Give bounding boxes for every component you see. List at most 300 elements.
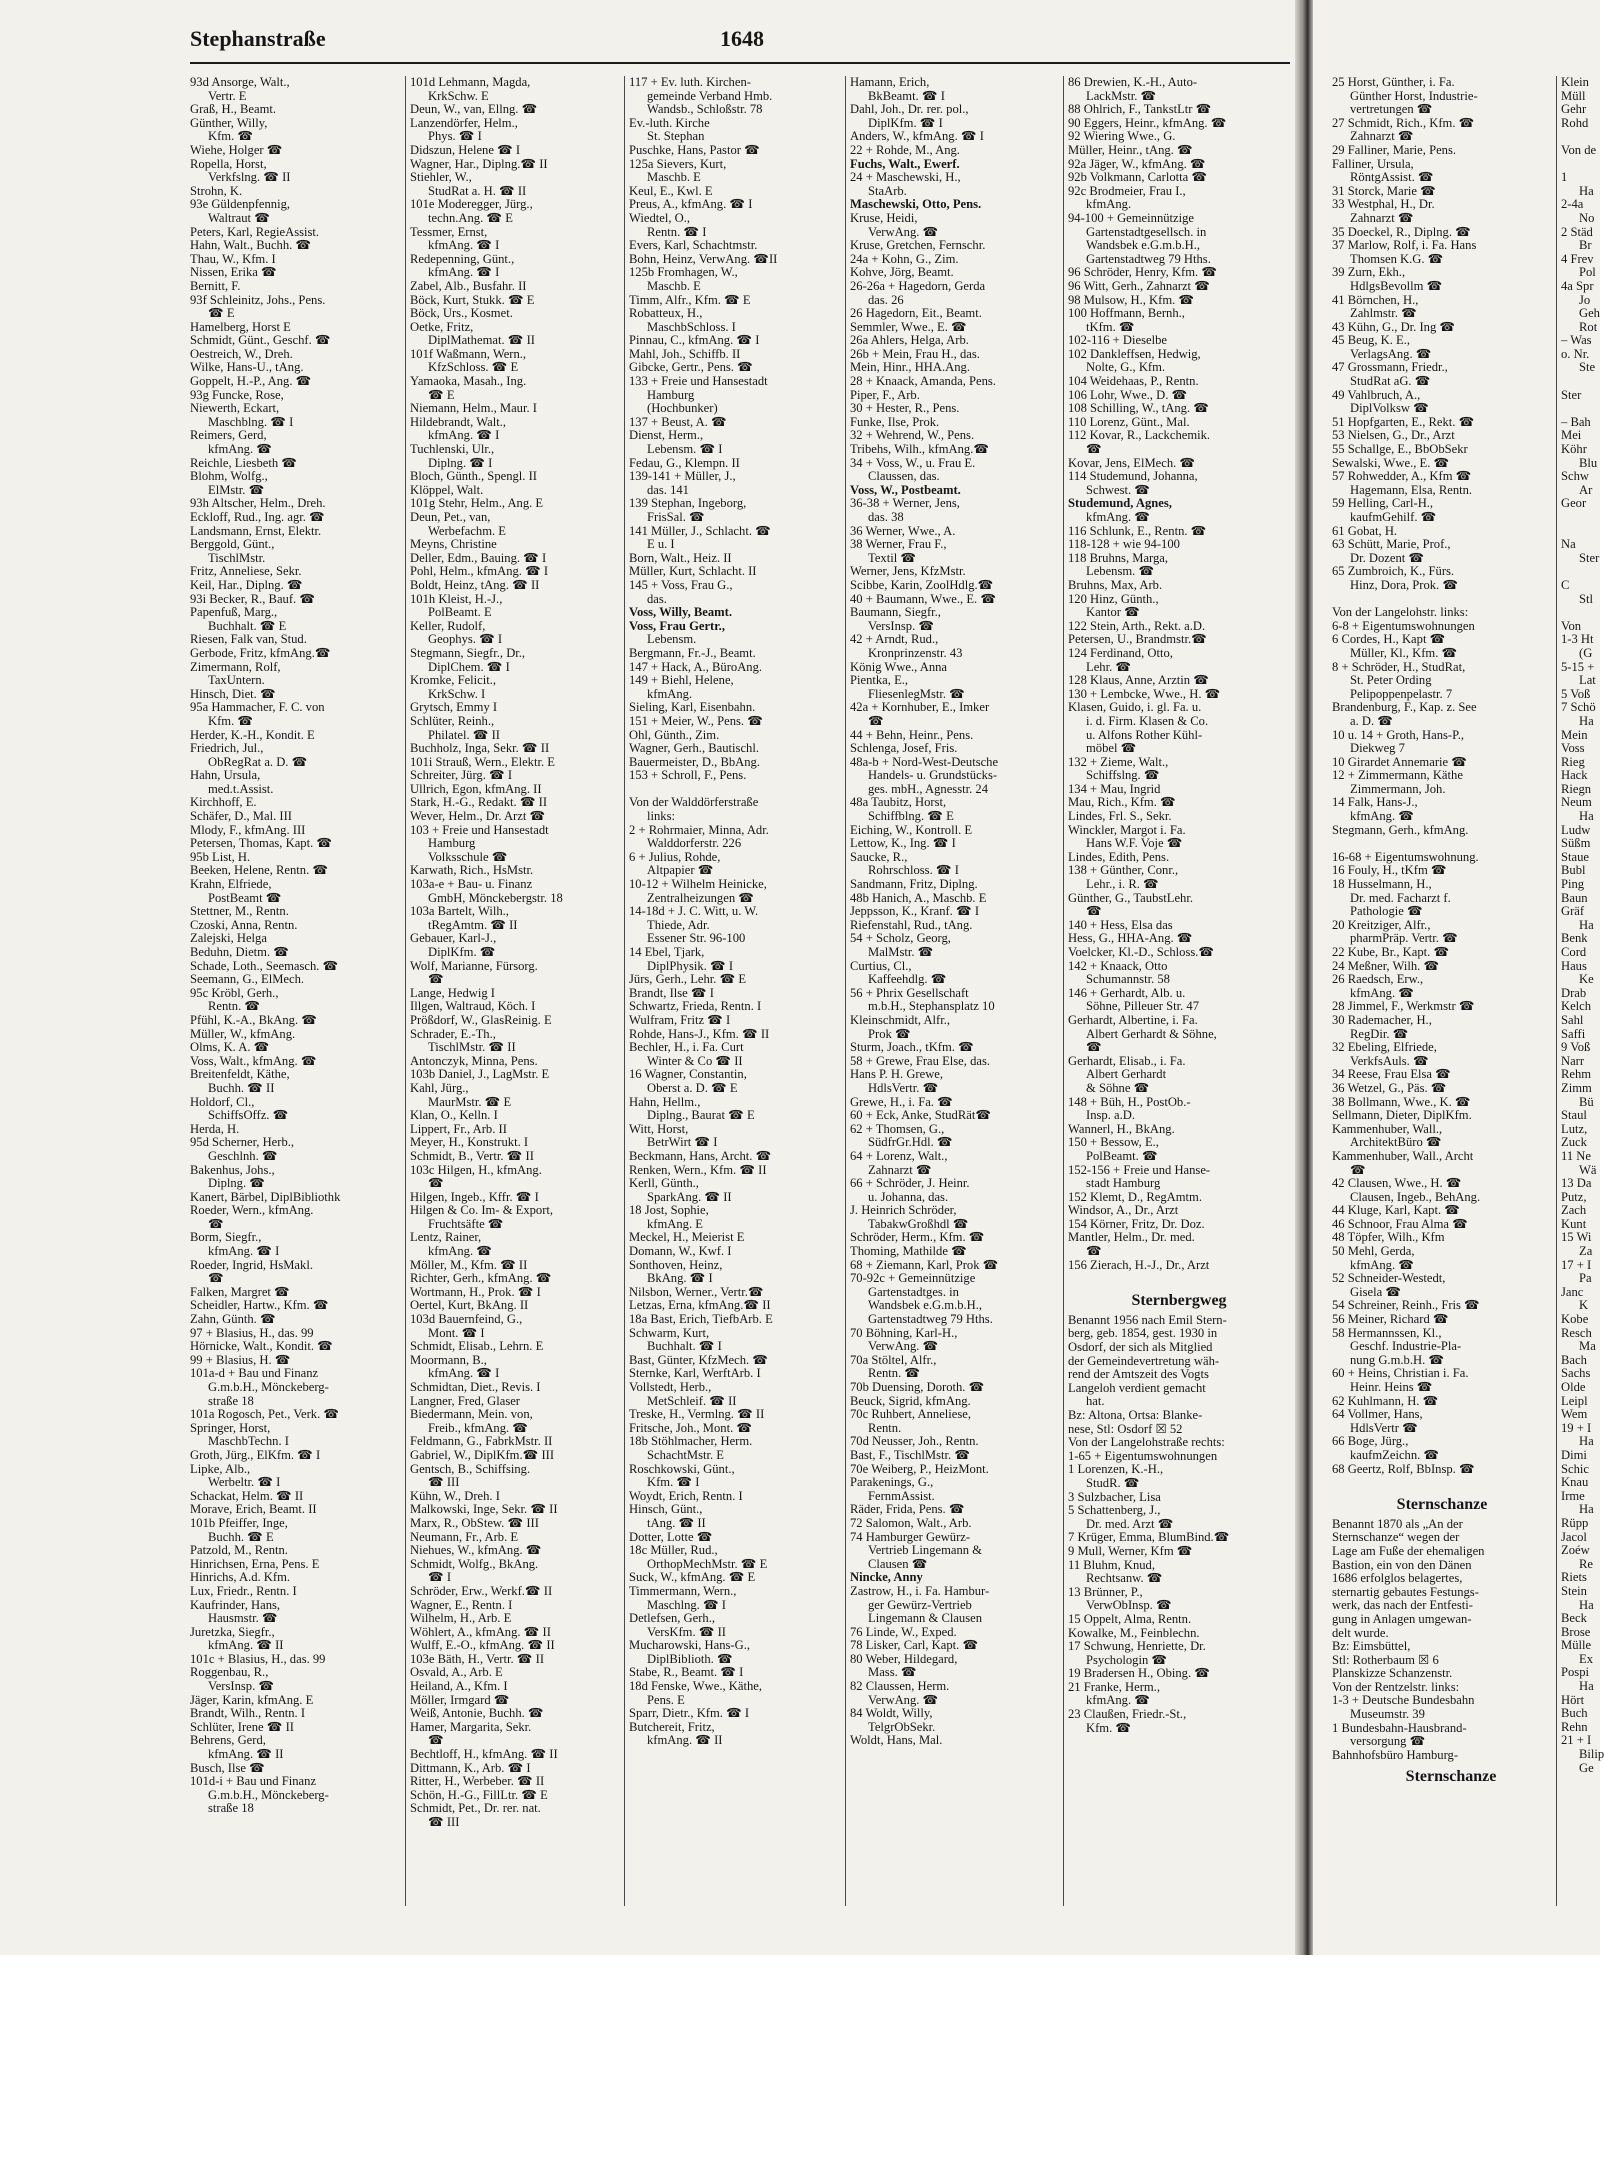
directory-line: das.	[647, 591, 667, 606]
directory-line: Süßm	[1561, 836, 1591, 851]
directory-line: 25 Horst, Günther, i. Fa.	[1332, 75, 1455, 89]
directory-line: 17 + I	[1561, 1257, 1592, 1272]
directory-line: 142 + Knaack, Otto	[1068, 958, 1168, 973]
directory-line: Bach	[1561, 1352, 1587, 1367]
directory-line: 19 Bradersen H., Obing. ☎	[1068, 1666, 1210, 1681]
directory-line: Kruse, Gretchen, Fernschr.	[850, 238, 986, 253]
directory-line	[629, 783, 841, 797]
street-heading: Sternbergweg	[1131, 1291, 1227, 1309]
directory-line: 26-26a + Hagedorn, Gerda	[850, 278, 986, 293]
directory-line: 128 Klaus, Anne, Arztin ☎	[1068, 673, 1209, 688]
directory-line: kfmAng. ☎	[1350, 985, 1414, 1000]
directory-line: 27 Schmidt, Rich., Kfm. ☎	[1332, 115, 1475, 130]
directory-line: MaurMstr. ☎ E	[428, 1094, 512, 1109]
directory-line: Jäger, Karin, kfmAng. E	[190, 1692, 314, 1707]
directory-line: 1 Lorenzen, K.-H.,	[1068, 1462, 1164, 1477]
directory-line: Lippert, Fr., Arb. II	[410, 1121, 507, 1136]
directory-line: Lebensm. ☎ I	[647, 442, 723, 457]
directory-line: Lingemann & Clausen	[868, 1611, 983, 1626]
directory-line: 125b Fromhagen, W.,	[629, 265, 738, 280]
directory-line: TaxUntern.	[208, 673, 265, 688]
directory-line: m.b.H., Stephansplatz 10	[868, 999, 995, 1014]
directory-line: nese, Stl: Osdorf ☒ 52	[1068, 1421, 1183, 1436]
directory-line: Schlenga, Josef, Fris.	[850, 741, 958, 756]
directory-line: kfmAng. ☎	[428, 1244, 492, 1259]
directory-line: VerwAng. ☎	[868, 224, 939, 239]
directory-line: 48a Taubitz, Horst,	[850, 795, 947, 810]
directory-line: Beck	[1561, 1611, 1587, 1626]
directory-line: Piper, F., Arb.	[850, 387, 920, 402]
directory-line: 68 + Ziemann, Karl, Prok ☎	[850, 1257, 999, 1272]
directory-line: Gisela ☎	[1350, 1284, 1402, 1299]
directory-line: Kowalke, M., Feinblechn.	[1068, 1625, 1200, 1640]
directory-line: 132 + Zieme, Walt.,	[1068, 754, 1169, 769]
column-rule	[845, 76, 846, 1906]
directory-line: Wannerl, H., BkAng.	[1068, 1121, 1175, 1136]
directory-line: 149 + Biehl, Helene,	[629, 673, 734, 688]
directory-line: ☎ III	[428, 1475, 460, 1490]
directory-line: Schreiter, Jürg. ☎ I	[410, 768, 513, 783]
directory-line: Zach	[1561, 1203, 1587, 1218]
directory-line: Buchhalt. ☎ E	[208, 618, 287, 633]
directory-line: Lat	[1579, 673, 1596, 688]
directory-line: Zastrow, H., i. Fa. Hambur-	[850, 1583, 990, 1598]
directory-line: Juretzka, Siegfr.,	[190, 1624, 275, 1639]
directory-line: Von de	[1561, 142, 1597, 157]
directory-line: 141 Müller, J., Schlacht. ☎	[629, 523, 771, 538]
directory-line: Ster	[1579, 550, 1600, 565]
directory-line: 44 + Behn, Heinr., Pens.	[850, 727, 974, 742]
directory-line: 50 Mehl, Gerda,	[1332, 1244, 1415, 1259]
directory-line: 61 Gobat, H.	[1332, 523, 1398, 538]
directory-line: 59 Helling, Carl-H.,	[1332, 496, 1434, 511]
directory-line: Buchhalt. ☎ I	[647, 1339, 722, 1354]
directory-line: kfmAng. ☎	[1086, 1693, 1150, 1708]
directory-line: 16 Fouly, H., tKfm ☎	[1332, 863, 1447, 878]
directory-line: links:	[647, 809, 675, 824]
directory-line: 62 Kuhlmann, H. ☎	[1332, 1393, 1439, 1408]
directory-line: Schmidt, Pet., Dr. rer. nat.	[410, 1801, 541, 1816]
directory-line: Kammenhuber, Wall., Archt	[1332, 1148, 1474, 1163]
directory-line: 93e Güldenpfennig,	[190, 197, 291, 212]
directory-line: Wilhelm, H., Arb. E	[410, 1611, 512, 1626]
directory-line: & Söhne ☎	[1086, 1080, 1150, 1095]
directory-line: 103b Daniel, J., LagMstr. E	[410, 1067, 550, 1082]
directory-line: Buch	[1561, 1706, 1588, 1721]
directory-line: Yamaoka, Masah., Ing.	[410, 374, 527, 389]
directory-line: 30 + Hester, R., Pens.	[850, 401, 960, 416]
directory-line: Kaffeehdlg. ☎	[868, 972, 947, 987]
directory-line: Geschlnh. ☎	[208, 1148, 278, 1163]
directory-line: 108 Schilling, W., tAng. ☎	[1068, 401, 1209, 416]
directory-line: Vertrieb Lingemann &	[868, 1543, 983, 1558]
directory-line: Bruhns, Max, Arb.	[1068, 577, 1163, 592]
directory-line: 40 + Baumann, Wwe., E. ☎	[850, 591, 997, 606]
directory-line: Ke	[1579, 972, 1594, 987]
directory-line: Curtius, Cl.,	[850, 958, 912, 973]
directory-line: 41 Börnchen, H.,	[1332, 292, 1419, 307]
directory-line: u. Johanna, das.	[868, 1189, 949, 1204]
directory-line: ☎	[1086, 1040, 1102, 1055]
directory-line: 1-65 + Eigentumswohnungen	[1068, 1448, 1218, 1463]
directory-line: sternartig gebautes Festungs-	[1332, 1584, 1479, 1599]
directory-line: Müller, Heinr., tAng. ☎	[1068, 142, 1193, 157]
directory-line: Berggold, Günt.,	[190, 537, 275, 552]
directory-line: Thau, W., Kfm. I	[190, 251, 276, 266]
directory-line: 104 Weidehaas, P., Rentn.	[1068, 374, 1199, 389]
directory-line: Br	[1579, 238, 1592, 253]
directory-line: Kfm. ☎	[208, 713, 254, 728]
directory-line: MetSchleif. ☎ II	[647, 1393, 737, 1408]
directory-line: Zimmermann, Joh.	[1350, 781, 1446, 796]
directory-line: Klöppel, Walt.	[410, 482, 484, 497]
directory-line: Hagemann, Elsa, Rentn.	[1350, 482, 1473, 497]
directory-line: Herda, H.	[190, 1121, 240, 1136]
directory-line: 22 Kube, Br., Kapt. ☎	[1332, 945, 1450, 959]
directory-line: Gartenstadtges. in	[868, 1284, 959, 1299]
directory-line: PolBeamt. ☎	[1086, 1148, 1158, 1163]
directory-line: Weiß, Antonie, Buchh. ☎	[410, 1706, 544, 1721]
directory-line: Gartenstadtweg 79 Hths.	[1086, 251, 1211, 266]
directory-line: 1686 erfolglos belagertes,	[1332, 1571, 1463, 1586]
directory-line: 101a Rogosch, Pet., Verk. ☎	[190, 1407, 340, 1422]
directory-line: Ropella, Horst,	[190, 156, 267, 171]
directory-line: Ping	[1561, 877, 1585, 892]
directory-line: Gebauer, Karl-J.,	[410, 931, 497, 946]
directory-line: 47 Grossmann, Friedr.,	[1332, 360, 1448, 375]
directory-line: Cord	[1561, 945, 1587, 959]
directory-line: Thoming, Mathilde ☎	[850, 1244, 967, 1259]
directory-line: Hinz, Dora, Prok. ☎	[1350, 577, 1459, 592]
directory-line: stadt Hamburg	[1086, 1176, 1161, 1191]
directory-line: tAng. ☎ II	[647, 1515, 706, 1530]
directory-line: techn.Ang. ☎ E	[428, 210, 513, 225]
directory-line: Voss, Walt., kfmAng. ☎	[190, 1053, 317, 1068]
directory-line: TabakwGroßhdl ☎	[868, 1216, 969, 1231]
directory-line: Rechtsanw. ☎	[1086, 1571, 1163, 1586]
directory-line	[1332, 1476, 1552, 1490]
directory-line: Papenfuß, Marg.,	[190, 605, 278, 620]
directory-line: 101d Lehmann, Magda,	[410, 75, 531, 89]
directory-line: BkBeamt. ☎ I	[868, 88, 945, 103]
directory-line: Werner, Jens, KfzMstr.	[850, 564, 966, 579]
directory-line: 139-141 + Müller, J.,	[629, 469, 736, 484]
directory-line: Hamelberg, Horst E	[190, 319, 291, 334]
column-rule	[405, 76, 406, 1906]
directory-line: Bergmann, Fr.-J., Beamt.	[629, 645, 756, 660]
directory-line: Tuchlenski, Ulr.,	[410, 442, 495, 457]
directory-line: Lage am Fuße der ehemaligen	[1332, 1543, 1485, 1558]
directory-line: Wagner, E., Rentn. I	[410, 1597, 513, 1612]
directory-line: 138 + Günther, Conr.,	[1068, 863, 1179, 878]
directory-line: Schröder, Herm., Kfm. ☎	[850, 1230, 985, 1245]
directory-line: Zimermann, Rolf,	[190, 659, 281, 674]
directory-line: u. Alfons Rother Kühl-	[1086, 727, 1203, 742]
directory-line	[1561, 402, 1600, 416]
directory-line: Fruchtsäfte ☎	[428, 1216, 504, 1231]
directory-line: 101h Kleist, H.-J.,	[410, 591, 503, 606]
directory-line: 153 + Schroll, F., Pens.	[629, 768, 747, 783]
directory-line: Buchholz, Inga, Sekr. ☎ II	[410, 741, 550, 756]
directory-line: Benannt 1870 als „An der	[1332, 1516, 1463, 1531]
directory-line: 36 Wetzel, G., Päs. ☎	[1332, 1080, 1447, 1095]
directory-line: Wä	[1579, 1162, 1597, 1177]
directory-line: 96 Witt, Gerh., Zahnarzt ☎	[1068, 278, 1210, 293]
directory-line: Schade, Loth., Seemasch. ☎	[190, 958, 339, 973]
directory-line: Strohn, K.	[190, 183, 243, 198]
directory-line: KfzSchloss. ☎ E	[428, 360, 519, 375]
directory-line: Geschf. Industrie-Pla-	[1350, 1339, 1462, 1354]
directory-line: ☎	[868, 713, 884, 728]
directory-line: Albert Gerhardt	[1086, 1067, 1167, 1082]
directory-line: Irme	[1561, 1488, 1585, 1503]
directory-line: Bz: Eimsbüttel,	[1332, 1639, 1411, 1654]
directory-line: SchiffsOffz. ☎	[208, 1108, 289, 1123]
directory-line: Hinsch, Günt.,	[629, 1502, 703, 1517]
directory-line: 42 + Arndt, Rud.,	[850, 632, 939, 647]
directory-line: – Was	[1561, 333, 1592, 348]
directory-line: PolBeamt. E	[428, 605, 492, 620]
directory-line: Hans P. H. Grewe,	[850, 1067, 944, 1082]
directory-line: Stabe, R., Beamt. ☎ I	[629, 1665, 744, 1680]
directory-line: Maschewski, Otto, Pens.	[850, 197, 982, 212]
directory-line: K	[1579, 1298, 1589, 1313]
directory-line: Stein	[1561, 1583, 1587, 1598]
directory-line: 1-3 + Deutsche Bundesbahn	[1332, 1693, 1475, 1708]
directory-line: 21 + I	[1561, 1733, 1592, 1748]
directory-line: kfmAng. ☎ I	[428, 265, 500, 280]
directory-line: Mlody, F., kfmAng. III	[190, 822, 306, 837]
directory-line: Nilsbon, Werner., Vertr.☎	[629, 1284, 764, 1299]
directory-line: Schiffblng. ☎ E	[868, 809, 954, 824]
directory-line: 52 Schneider-Westedt,	[1332, 1271, 1446, 1286]
directory-line: 55 Schallge, E., BbObSekr	[1332, 442, 1468, 457]
directory-line: 13 Da	[1561, 1176, 1592, 1191]
directory-line: 120 Hinz, Günth.,	[1068, 591, 1159, 606]
directory-line: Fritz, Anneliese, Sekr.	[190, 564, 302, 579]
directory-line: St. Peter Ording	[1350, 673, 1432, 688]
directory-line: 12 + Zimmermann, Käthe	[1332, 768, 1463, 783]
directory-line: Jo	[1579, 292, 1591, 307]
directory-line: Ha	[1579, 713, 1594, 728]
directory-line: Drab	[1561, 985, 1587, 1000]
directory-line: Born, Walt., Heiz. II	[629, 550, 732, 565]
directory-line: ☎ I	[428, 1570, 452, 1585]
directory-line: J. Heinrich Schröder,	[850, 1203, 957, 1218]
directory-line: Kerll, Günth.,	[629, 1176, 699, 1191]
directory-line: 19 + I	[1561, 1420, 1592, 1435]
directory-line: Museumstr. 39	[1350, 1707, 1425, 1722]
directory-line: 18 Jost, Sophie,	[629, 1203, 709, 1218]
directory-line: Detlefsen, Gerh.,	[629, 1611, 716, 1626]
directory-line: Tribehs, Wilh., kfmAng.☎	[850, 442, 990, 457]
directory-line: 16-68 + Eigentumswohnung.	[1332, 849, 1479, 864]
directory-line: Hamann, Erich,	[850, 75, 930, 89]
directory-line: 32 + Wehrend, W., Pens.	[850, 428, 975, 443]
directory-line: gung in Anlagen umgewan-	[1332, 1611, 1472, 1626]
directory-line: 1 Bundesbahn-Hausbrand-	[1332, 1720, 1467, 1735]
directory-line: Sewalski, Wwe., E. ☎	[1332, 455, 1450, 470]
directory-line: 101a-d + Bau und Finanz	[190, 1366, 319, 1381]
directory-line: VerlagsAng. ☎	[1350, 346, 1432, 361]
directory-line: 84 Woldt, Willy,	[850, 1706, 933, 1721]
directory-line: 102-116 + Dieselbe	[1068, 333, 1167, 348]
directory-line: Wiedtel, O.,	[629, 210, 691, 225]
directory-line: Seemann, G., ElMech.	[190, 972, 305, 987]
directory-line: Mucharowski, Hans-G.,	[629, 1638, 751, 1653]
directory-line: Saucke, R.,	[850, 849, 908, 864]
directory-line: Lehr. ☎	[1086, 659, 1132, 674]
directory-line: Goppelt, H.-P., Ang. ☎	[190, 374, 312, 389]
directory-line: 133 + Freie und Hansestadt	[629, 374, 768, 389]
directory-line: Preus, A., kfmAng. ☎ I	[629, 197, 753, 212]
directory-line: Na	[1561, 537, 1576, 552]
directory-line: Wilke, Hans-U., tAng.	[190, 360, 304, 375]
directory-line: Rot	[1579, 319, 1598, 334]
directory-line: Rehm	[1561, 1067, 1592, 1082]
directory-line: Pfühl, K.-A., BkAng. ☎	[190, 1012, 317, 1027]
directory-line: Essener Str. 96-100	[647, 931, 746, 946]
directory-line: Mahl, Joh., Schiffb. II	[629, 346, 741, 361]
directory-line: Dahl, Joh., Dr. rer. pol.,	[850, 102, 969, 117]
directory-line: 116 Schlunk, E., Rentn. ☎	[1068, 523, 1207, 538]
directory-line	[1332, 593, 1552, 607]
directory-line: 18b Stöhlmacher, Herm.	[629, 1434, 753, 1449]
directory-line: 101c + Blasius, H., das. 99	[190, 1651, 326, 1666]
directory-line: Kirchhoff, E.	[190, 795, 257, 810]
directory-line: Rentn. ☎	[208, 999, 261, 1014]
directory-line: 24a + Kohn, G., Zim.	[850, 251, 959, 266]
directory-line: BkAng. ☎ I	[647, 1271, 713, 1286]
directory-line: hat.	[1086, 1394, 1105, 1409]
directory-line: Zahnarzt ☎	[868, 1162, 932, 1177]
directory-line: Kühn, W., Dreh. I	[410, 1488, 500, 1503]
directory-line: Mantler, Helm., Dr. med.	[1068, 1230, 1195, 1245]
directory-line: Re	[1579, 1556, 1593, 1571]
directory-line: Dr. med. Arzt ☎	[1086, 1516, 1174, 1531]
directory-line: 66 Boge, Jürg.,	[1332, 1434, 1409, 1449]
directory-line: Pol	[1579, 265, 1596, 280]
directory-line: Oertel, Kurt, BkAng. II	[410, 1298, 529, 1313]
directory-line: ObRegRat a. D. ☎	[208, 754, 308, 769]
directory-line: Peters, Karl, RegieAssist.	[190, 224, 320, 239]
directory-line: Wiehe, Holger ☎	[190, 142, 283, 157]
directory-line: Lanzendörfer, Helm.,	[410, 115, 518, 130]
directory-line: Thiede, Adr.	[647, 917, 710, 932]
directory-line: 70-92c + Gemeinnützige	[850, 1271, 976, 1286]
directory-line: Kelch	[1561, 999, 1592, 1014]
directory-line: tKfm. ☎	[1086, 319, 1135, 334]
directory-line	[1561, 375, 1600, 389]
directory-line: ☎ E	[428, 387, 455, 402]
directory-line: Hahn, Walt., Buchh. ☎	[190, 238, 312, 253]
directory-line: Marx, R., ObStew. ☎ III	[410, 1515, 539, 1530]
directory-line: 43 Kühn, G., Dr. Ing ☎	[1332, 319, 1456, 334]
directory-line: ArchitektBüro ☎	[1350, 1135, 1442, 1150]
directory-line: Gentsch, B., Schiffsing.	[410, 1461, 531, 1476]
directory-line: Beuck, Sigrid, kfmAng.	[850, 1393, 971, 1408]
directory-line: Wem	[1561, 1407, 1588, 1422]
directory-line: Boldt, Heinz, tAng. ☎ II	[410, 577, 540, 592]
directory-line: vertretungen ☎	[1350, 102, 1433, 117]
directory-line: Reimers, Gerd,	[190, 428, 267, 443]
directory-line: Neumann, Fr., Arb. E	[410, 1529, 519, 1544]
directory-line: Baun	[1561, 890, 1588, 905]
directory-line: 14 Falk, Hans-J.,	[1332, 795, 1418, 810]
directory-line: Schrader, E.-Th.,	[410, 1026, 496, 1041]
directory-line: Deller, Edm., Bauing. ☎ I	[410, 550, 547, 565]
directory-line: 53 Nielsen, G., Dr., Arzt	[1332, 428, 1455, 443]
directory-line: Fuchs, Walt., Ewerf.	[850, 156, 960, 171]
directory-line: 7 Krüger, Emma, BlumBind.☎	[1068, 1530, 1230, 1545]
directory-line: Butchereit, Fritz,	[629, 1719, 715, 1734]
directory-line: 22 + Rohde, M., Ang.	[850, 142, 960, 157]
directory-line: TischlMstr. ☎ II	[428, 1040, 516, 1055]
directory-line: Ha	[1579, 183, 1594, 198]
directory-line: Pa	[1579, 1271, 1592, 1286]
directory-line: Karwath, Rich., HsMstr.	[410, 863, 534, 878]
column-rule	[624, 76, 625, 1906]
directory-line: 9 Mull, Werner, Kfm ☎	[1068, 1543, 1193, 1558]
directory-line: Sparr, Dietr., Kfm. ☎ I	[629, 1706, 750, 1721]
directory-line: Woldt, Hans, Mal.	[850, 1733, 943, 1748]
directory-line: 14-18d + J. C. Witt, u. W.	[629, 904, 759, 919]
directory-line: Schröder, Erw., Werkf.☎ II	[410, 1583, 553, 1598]
directory-line: Roggenbau, R.,	[190, 1665, 269, 1680]
directory-line: berg, geb. 1854, gest. 1930 in	[1068, 1326, 1218, 1341]
directory-line: Walddorferstr. 226	[647, 836, 742, 851]
directory-line: Hamer, Margarita, Sekr.	[410, 1719, 532, 1734]
directory-line: DiplPhysik. ☎ I	[647, 958, 734, 973]
directory-line: Clausen, Ingeb., BehAng.	[1350, 1189, 1481, 1204]
directory-line: Claussen, das.	[868, 469, 940, 484]
directory-line: Puschke, Hans, Pastor ☎	[629, 142, 760, 157]
directory-line: Hinsch, Diet. ☎	[190, 686, 276, 701]
directory-line: das. 141	[647, 482, 689, 497]
directory-line: i. d. Firm. Klasen & Co.	[1086, 713, 1209, 728]
directory-line: 20 Kreitziger, Alfr.,	[1332, 917, 1431, 932]
directory-line: Anders, W., kfmAng. ☎ I	[850, 129, 984, 144]
directory-line: Tessmer, Ernst,	[410, 224, 488, 239]
directory-line: Stiehler, W.,	[410, 170, 472, 185]
directory-line: Langeloh verdient gemacht	[1068, 1380, 1206, 1395]
directory-line: Baumann, Siegfr.,	[850, 605, 941, 620]
directory-line: BetrWirt ☎ I	[647, 1135, 718, 1150]
directory-line: 70d Neusser, Joh., Rentn.	[850, 1434, 979, 1449]
directory-line: Köhr	[1561, 442, 1587, 457]
directory-line: Ludw	[1561, 822, 1591, 837]
directory-line: kfmAng. ☎ I	[428, 428, 500, 443]
directory-line: Mein, Hinr., HHA.Ang.	[850, 360, 970, 375]
directory-line: Stl	[1579, 591, 1594, 606]
directory-line: KrkSchw. I	[428, 686, 486, 701]
directory-line: 103c Hilgen, H., kfmAng.	[410, 1162, 542, 1177]
directory-line: 152 Klemt, D., RegAmtm.	[1068, 1189, 1202, 1204]
directory-line: Hausmstr. ☎	[208, 1611, 278, 1626]
directory-line: 48 Töpfer, Wilh., Kfm	[1332, 1230, 1445, 1245]
directory-line: 76 Linde, W., Exped.	[850, 1624, 957, 1639]
directory-line: nung G.m.b.H. ☎	[1350, 1352, 1445, 1367]
directory-line: Wulff, E.-O., kfmAng. ☎ II	[410, 1638, 555, 1653]
directory-line: Lutz,	[1561, 1121, 1588, 1136]
directory-line: G.m.b.H., Mönckeberg-	[208, 1380, 329, 1394]
directory-line: Witt, Horst,	[629, 1121, 689, 1136]
directory-line: 93i Becker, R., Bauf. ☎	[190, 591, 316, 606]
directory-line: Kfm. ☎ I	[647, 1475, 700, 1490]
directory-line: 101d-i + Bau und Finanz	[190, 1774, 317, 1789]
directory-line: Kantor ☎	[1086, 605, 1140, 620]
directory-line: Lebensm.	[647, 632, 697, 647]
